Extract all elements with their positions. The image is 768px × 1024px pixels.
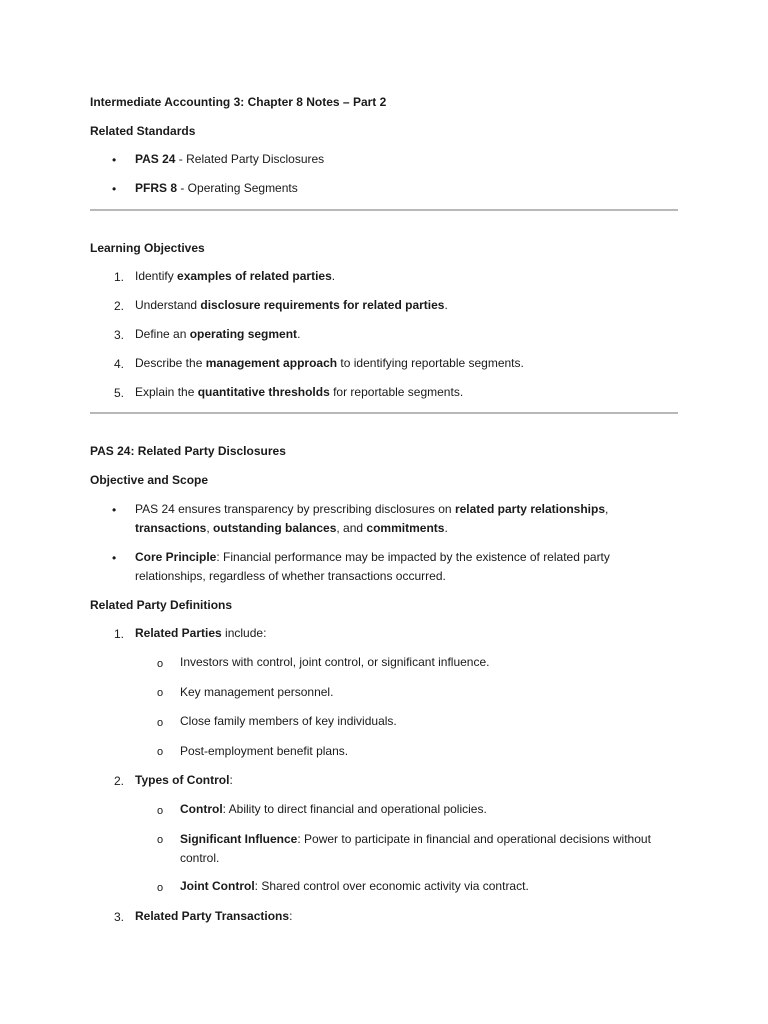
section-divider bbox=[90, 412, 678, 414]
pas24-heading: PAS 24: Related Party Disclosures bbox=[90, 444, 286, 458]
related-standards-heading: Related Standards bbox=[90, 124, 196, 138]
circle-bullet-icon: o bbox=[157, 717, 164, 729]
circle-bullet-icon: o bbox=[157, 882, 164, 894]
circle-bullet-icon: o bbox=[157, 805, 164, 817]
document-title: Intermediate Accounting 3: Chapter 8 Notes – Part 2 bbox=[90, 95, 387, 109]
list-number: 3. bbox=[113, 910, 124, 924]
list-number: 1. bbox=[113, 627, 124, 641]
bullet-icon: • bbox=[112, 503, 117, 517]
section-divider bbox=[90, 209, 678, 211]
list-number: 1. bbox=[113, 270, 124, 284]
list-number: 5. bbox=[113, 386, 124, 400]
objective-scope-heading: Objective and Scope bbox=[90, 473, 209, 487]
list-number: 2. bbox=[113, 774, 124, 788]
list-number: 2. bbox=[113, 299, 124, 313]
list-number: 3. bbox=[113, 328, 124, 342]
learning-objectives-heading: Learning Objectives bbox=[90, 241, 205, 255]
circle-bullet-icon: o bbox=[157, 687, 164, 699]
list-number: 4. bbox=[113, 357, 124, 371]
definitions-heading: Related Party Definitions bbox=[90, 598, 233, 612]
circle-bullet-icon: o bbox=[157, 834, 164, 846]
bullet-icon: • bbox=[112, 153, 117, 167]
bullet-icon: • bbox=[112, 551, 117, 565]
circle-bullet-icon: o bbox=[157, 746, 164, 758]
bullet-icon: • bbox=[112, 182, 117, 196]
circle-bullet-icon: o bbox=[157, 658, 164, 670]
